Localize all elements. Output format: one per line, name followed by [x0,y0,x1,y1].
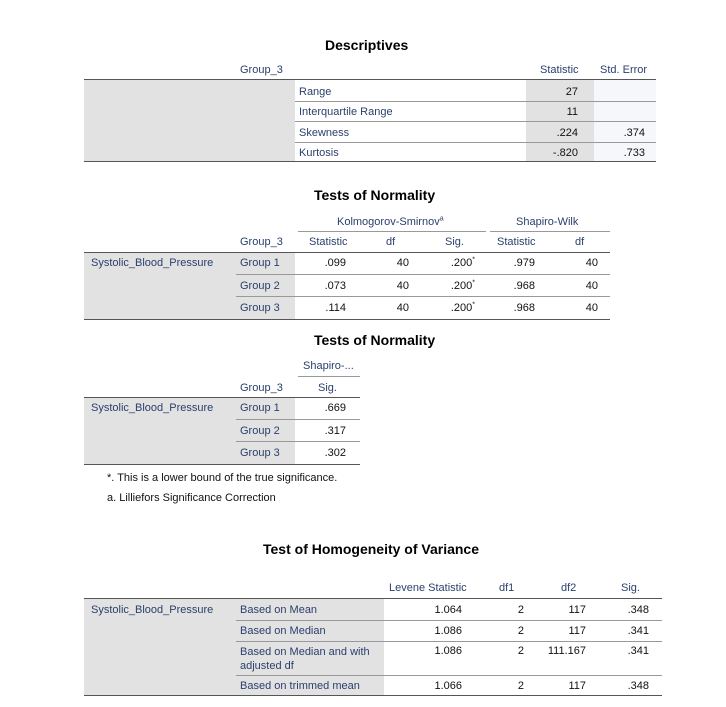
normality1-sw-header: Shapiro-Wilk [516,216,579,228]
normality1-ks-df: 40 [396,280,409,292]
homogeneity-sig-value: .348 [627,604,649,616]
homogeneity-df1-value: 2 [517,625,524,637]
normality1-sw-df: 40 [585,257,598,269]
descriptives-statistic-value: 11 [566,106,578,118]
normality1-col-header: Statistic [309,236,348,248]
homogeneity-bottom-rule [84,695,662,696]
normality2-group-label: Group 1 [240,402,280,414]
normality1-col-header: Statistic [497,236,536,248]
homogeneity-col-header: Sig. [621,582,640,594]
normality1-ks-span-rule [298,231,486,232]
homogeneity-levene-value: 1.064 [434,604,462,616]
normality1-sw-statistic: .968 [513,280,535,292]
descriptives-row-divider [295,121,656,122]
normality1-group-label: Group 1 [240,257,280,269]
footnote-lilliefors: a. Lilliefors Significance Correction [107,492,276,504]
descriptives-group-header: Group_3 [240,64,283,76]
normality2-group-label: Group 2 [240,425,280,437]
normality1-row-divider [236,296,610,297]
descriptives-row-label: Range [299,86,332,98]
homogeneity-df1-value: 2 [517,645,524,657]
normality2-sig-value: .302 [324,447,346,459]
normality1-dependent-label: Systolic_Blood_Pressure [91,257,214,269]
normality1-ks-statistic: .073 [324,280,346,292]
normality1-col-header: df [386,236,396,248]
normality2-sw-span-rule [298,376,360,377]
homogeneity-levene-value: 1.066 [434,680,462,692]
normality1-group-label: Group 2 [240,280,280,292]
footnote-lower-bound: *. This is a lower bound of the true significance. [107,472,338,484]
homogeneity-col-header: df2 [561,582,577,594]
normality1-ks-statistic: .099 [324,257,346,269]
normality1-col-header: df [575,236,585,248]
homogeneity-row-divider [236,620,662,621]
normality2-sig-header: Sig. [318,382,337,394]
homogeneity-df2-value: 111.167 [547,645,586,657]
descriptives-title: Descriptives [325,37,409,53]
descriptives-stderror-header: Std. Error [600,64,648,76]
descriptives-statistic-header: Statistic [540,64,579,76]
normality2-title: Tests of Normality [314,332,436,348]
normality1-ks-sig: .200* [450,279,475,292]
homogeneity-row-label: Based on trimmed mean [240,680,360,692]
homogeneity-df2-value: 117 [568,680,586,692]
homogeneity-col-header: Levene Statistic [389,582,467,594]
normality2-bottom-rule [84,464,360,465]
normality1-ks-statistic: .114 [325,302,346,314]
normality2-dependent-label: Systolic_Blood_Pressure [91,402,214,414]
normality2-group-label: Group 3 [240,447,280,459]
homogeneity-levene-value: 1.086 [434,645,462,657]
normality1-ks-df: 40 [396,302,409,314]
normality1-group-label: Group 3 [240,302,280,314]
normality1-col-header: Sig. [445,236,464,248]
homogeneity-levene-value: 1.086 [434,625,462,637]
descriptives-row-divider [295,142,656,143]
homogeneity-row-label: Based on Mean [240,604,318,616]
normality1-group-header: Group_3 [240,236,283,248]
homogeneity-df1-value: 2 [517,604,524,616]
homogeneity-df2-value: 117 [568,625,586,637]
homogeneity-df1-value: 2 [517,680,524,692]
normality1-row-divider [236,274,610,275]
normality1-title: Tests of Normality [314,187,436,203]
descriptives-bottom-rule [84,161,656,162]
descriptives-stub-area [84,80,295,161]
homogeneity-row-divider [236,641,662,642]
homogeneity-sig-value: .341 [627,645,649,657]
normality1-bottom-rule [84,319,610,320]
normality1-sw-df: 40 [585,302,598,314]
homogeneity-title: Test of Homogeneity of Variance [263,541,480,557]
normality1-sw-statistic: .968 [513,302,535,314]
homogeneity-row-divider [236,675,662,676]
descriptives-row-label: Kurtosis [299,147,339,159]
homogeneity-sig-value: .348 [627,680,649,692]
normality1-sw-span-rule [490,231,610,232]
homogeneity-sig-value: .341 [627,625,649,637]
homogeneity-row-label: Based on Median and with adjusted df [240,646,370,672]
descriptives-row-label: Interquartile Range [299,106,393,118]
homogeneity-row-label: Based on Median [240,625,326,637]
normality1-sw-statistic: .979 [513,257,535,269]
normality2-row-divider [236,419,360,420]
descriptives-row-label: Skewness [299,127,350,139]
descriptives-stderror-value: .733 [623,147,645,159]
homogeneity-dependent-label: Systolic_Blood_Pressure [91,604,214,616]
homogeneity-col-header: df1 [499,582,515,594]
normality2-sig-value: .669 [324,402,346,414]
normality1-ks-header: Kolmogorov-Smirnov$^a$ [337,215,444,228]
normality2-sig-value: .317 [324,425,346,437]
normality2-sw-header: Shapiro-... [303,360,354,372]
normality1-ks-df: 40 [396,257,409,269]
descriptives-row-divider [295,101,656,102]
normality1-ks-sig: .200* [450,301,475,314]
normality1-sw-df: 40 [585,280,598,292]
normality2-row-divider [236,441,360,442]
descriptives-statistic-value: .224 [556,127,578,139]
normality1-ks-sig: .200* [450,256,475,269]
normality2-group-header: Group_3 [240,382,283,394]
descriptives-stderror-value: .374 [623,127,645,139]
descriptives-statistic-value: 27 [565,86,578,98]
homogeneity-df2-value: 117 [568,604,586,616]
descriptives-statistic-value: -.820 [552,147,578,159]
